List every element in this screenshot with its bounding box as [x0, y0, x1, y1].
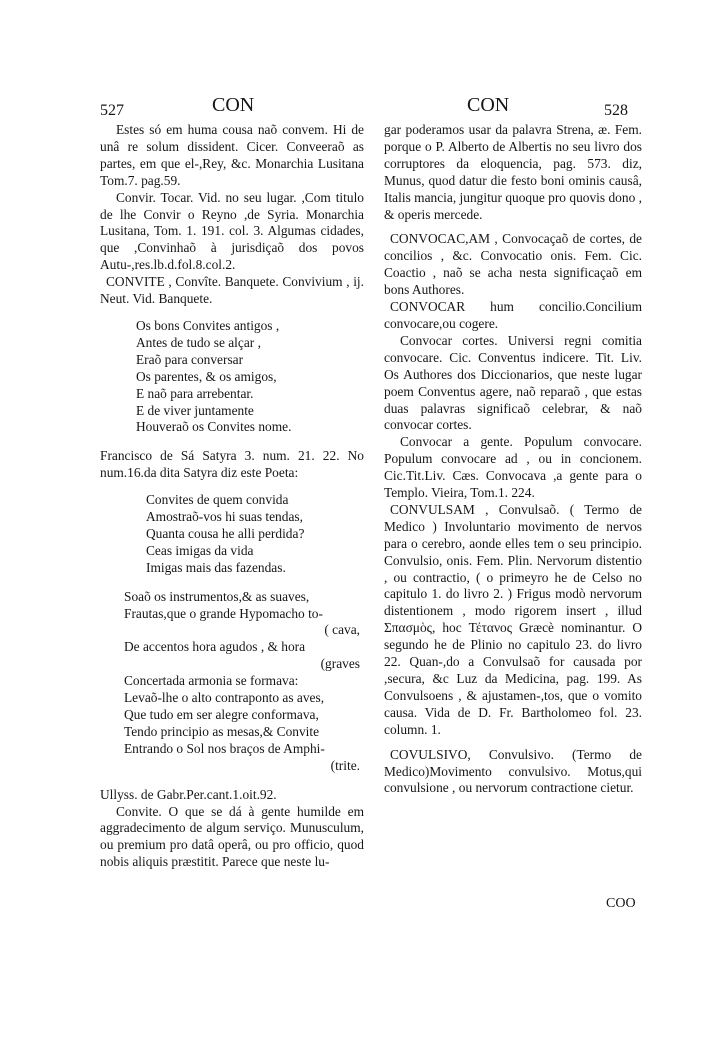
right-column: [384, 122, 642, 797]
verse-line: Quanta cousa he alli perdida?: [146, 525, 305, 541]
running-head-right: CON: [467, 94, 510, 116]
entry-convocacam: CONVOCAC,AM , Convocaçaõ de cortes, de concilios , &c. Convocatio onis. Fem. Cic. Coactio , naõ se acha nesta significaçaõ em bons Authores.: [384, 231, 642, 298]
entry-covulsivo: COVULSIVO, Convulsivo. (Termo de Medico)Movimento convulsivo. Motus,qui convulsione , ou nervorum contractione cietur.: [384, 746, 642, 796]
running-head-left: CON: [212, 94, 255, 116]
citation: Francisco de Sá Satyra 3. num. 21. 22. No num.16.da dita Satyra diz este Poeta:: [100, 448, 364, 481]
verse-line: Convites de quem convida: [146, 492, 289, 508]
entry-convocar: CONVOCAR hum concilio.Concilium convocare,ou cogere.: [384, 299, 642, 331]
verse-quotation: [100, 492, 364, 577]
verse-line: Os bons Convites antigos ,: [136, 317, 280, 333]
verse-line: Antes de tudo se alçar ,: [136, 334, 261, 350]
verse-line: Soaõ os instrumentos,& as suaves,: [124, 588, 310, 604]
page-number-left: 527: [100, 102, 124, 119]
entry-paragraph: Convir. Tocar. Vid. no seu lugar. ,Com titulo de lhe Convir o Reyno ,de Syria. Monarchia Lusitana, Tom. 1. 191. col. 3. Algumas cidades, que ,Convinhaõ à jurisdiçaõ dos povos Autu-,res.lb.d.fol.8.col.2.: [100, 189, 364, 273]
entry-paragraph: Estes só em huma cousa naõ convem. Hi de unâ re solum dissident. Cicer. Conveeraõ as partes, em que el-,Rey, &c. Monarchia Lusitana Tom.7. pag.59.: [100, 122, 364, 188]
verse-line: Que tudo em ser alegre conformava,: [124, 707, 319, 722]
verse-line: Frautas,que o grande Hypomacho to-: [124, 605, 323, 621]
verse-line: Imigas mais das fazendas.: [146, 559, 286, 575]
entry-convite: CONVITE , Convîte. Banquete. Convivium , ij. Neut. Vid. Banquete.: [100, 274, 364, 307]
verse-line: Ceas imigas da vida: [146, 542, 254, 558]
verse-line: Levaõ-lhe o alto contraponto as aves,: [124, 690, 325, 706]
verse-line: Tendo principio as mesas,& Convite: [124, 723, 320, 739]
left-column: [100, 122, 364, 871]
verse-line: (graves: [320, 656, 360, 672]
verse-line: Concertada armonia se formava:: [124, 673, 299, 689]
verse-line: E de viver juntamente: [136, 402, 254, 418]
citation: Ullyss. de Gabr.Per.cant.1.oit.92.: [100, 786, 277, 802]
entry-paragraph: Convocar a gente. Populum convocare. Populum convocare ad , ou in concionem. Cic.Tit.Liv. Cæs. Convocava ,a gente para o Templo. Vieira, Tom.1. 224.: [384, 434, 642, 501]
catchword: COO: [606, 896, 636, 911]
verse-line: Houveraõ os Convites nome.: [136, 419, 292, 435]
verse-line: Eraõ para conversar: [136, 351, 244, 367]
entry-paragraph: Convocar cortes. Universi regni comitia convocare. Cic. Conventus indicere. Tit. Liv. Os Authores dos Diccionarios, que neste lugar poem Conventus agere, naõ reparaõ , que estas duas palavras significaõ celebrar, & naõ convocar cortes.: [384, 332, 642, 433]
verse-line: (trite.: [330, 757, 360, 773]
verse-line: Entrando o Sol nos braços de Amphi-: [124, 740, 325, 756]
verse-line: ( cava,: [324, 622, 360, 638]
entry-paragraph: Convite. O que se dá à gente humilde em aggradecimento de algum serviço. Munusculum, ou premium pro datâ operâ, ou pro officio, quod nobis aliquis præstitit. Parece que neste lu-: [100, 803, 364, 870]
page-number-right: 528: [604, 102, 628, 119]
verse-line: Amostraõ-vos hi suas tendas,: [146, 509, 303, 525]
verse-line: E naõ para arrebentar.: [136, 385, 254, 401]
entry-convulsam: CONVULSAM , Convulsaõ. ( Termo de Medico ) Involuntario movimento de nervos para o cerebro, aonde elles tem o seu principio. Convulsio, onis. Fem. Plin. Nervorum distentio , ou contractio, ( o primeyro he de Celso no capitulo 1. do livro 2. ) Frigus modò nervorum distentionem , modo rigorem insert , illud Σπασμὸς, hoc Τέτανος Græcè nominantur. O segundo he de Plinio no capitulo 23. do livro 22. Quan-,do a Convulsaõ for causada por ,secura, &c Luz da Medicina, pag. 199. As Convulsoens , & ajustamen-,tos, que o vomito causa. Vida de D. Fr. Bartholomeo fol. 23. column. 1.: [384, 501, 642, 737]
verse-quotation: [100, 589, 364, 775]
entry-paragraph: gar poderamos usar da palavra Strena, æ. Fem. porque o P. Alberto de Albertis no seu livro dos corruptores da eloquencia, pag. 573. diz, Munus, quod datur die festo boni ominis causâ, Italis mancia, jungitur quoque pro quovis dono , & operis mercede.: [384, 122, 642, 222]
verse-line: Os parentes, & os amigos,: [136, 368, 277, 384]
verse-quotation: [100, 318, 364, 436]
verse-line: De accentos hora agudos , & hora: [124, 639, 306, 655]
